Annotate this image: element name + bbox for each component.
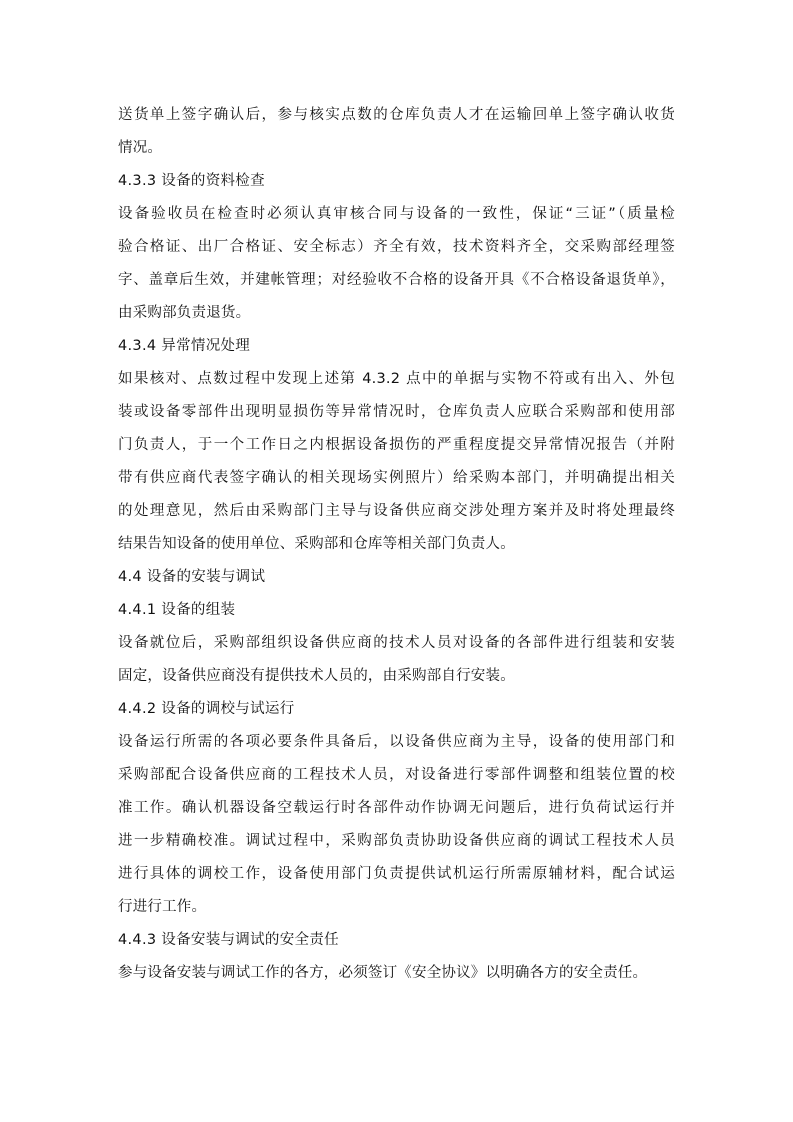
section-heading: 4.3.4 异常情况处理 (118, 338, 251, 354)
paragraph-line: 设备运行所需的各项必要条件具备后，以设备供应商为主导，设备的使用部门和 (118, 734, 675, 750)
paragraph-line: 情况。 (118, 140, 163, 156)
paragraph-line: 装或设备零部件出现明显损伤等异常情况时，仓库负责人应联合采购部和使用部 (118, 404, 675, 420)
paragraph-line: 参与设备安装与调试工作的各方，必须签订《安全协议》以明确各方的安全责任。 (118, 965, 648, 981)
paragraph-line: 采购部配合设备供应商的工程技术人员，对设备进行零部件调整和组装位置的校 (118, 767, 675, 783)
paragraph-line: 字、盖章后生效，并建帐管理；对经验收不合格的设备开具《不合格设备退货单》， (118, 272, 675, 288)
paragraph-line: 带有供应商代表签字确认的相关现场实例照片）给采购本部门，并明确提出相关 (118, 470, 675, 486)
paragraph-line: 送货单上签字确认后，参与核实点数的仓库负责人才在运输回单上签字确认收货 (118, 107, 675, 123)
paragraph-line: 验合格证、出厂合格证、安全标志）齐全有效，技术资料齐全，交采购部经理签 (118, 239, 675, 255)
section-heading: 4.4.3 设备安装与调试的安全责任 (118, 932, 339, 948)
section-heading: 4.3.3 设备的资料检查 (118, 173, 265, 189)
paragraph-line: 门负责人，于一个工作日之内根据设备损伤的严重程度提交异常情况报告（并附 (118, 437, 675, 453)
section-heading: 4.4.1 设备的组装 (118, 602, 236, 618)
paragraph-line: 行进行工作。 (118, 899, 207, 915)
paragraph-line: 准工作。确认机器设备空载运行时各部件动作协调无问题后，进行负荷试运行并 (118, 800, 675, 816)
paragraph-line: 由采购部负责退货。 (118, 305, 251, 321)
paragraph-line: 如果核对、点数过程中发现上述第 4.3.2 点中的单据与实物不符或有出入、外包 (118, 371, 675, 387)
paragraph-line: 固定，设备供应商没有提供技术人员的，由采购部自行安装。 (118, 668, 515, 684)
paragraph-line: 进行具体的调校工作，设备使用部门负责提供试机运行所需原辅材料，配合试运 (118, 866, 675, 882)
paragraph-line: 结果告知设备的使用单位、采购部和仓库等相关部门负责人。 (118, 536, 515, 552)
paragraph-line: 进一步精确校准。调试过程中，采购部负责协助设备供应商的调试工程技术人员 (118, 833, 675, 849)
section-heading: 4.4.2 设备的调校与试运行 (118, 701, 295, 717)
paragraph-line: 设备验收员在检查时必须认真审核合同与设备的一致性，保证“三证”（质量检 (118, 206, 675, 222)
paragraph-line: 设备就位后，采购部组织设备供应商的技术人员对设备的各部件进行组装和安装 (118, 635, 675, 651)
paragraph-line: 的处理意见，然后由采购部门主导与设备供应商交涉处理方案并及时将处理最终 (118, 503, 675, 519)
section-heading: 4.4 设备的安装与调试 (118, 569, 266, 585)
